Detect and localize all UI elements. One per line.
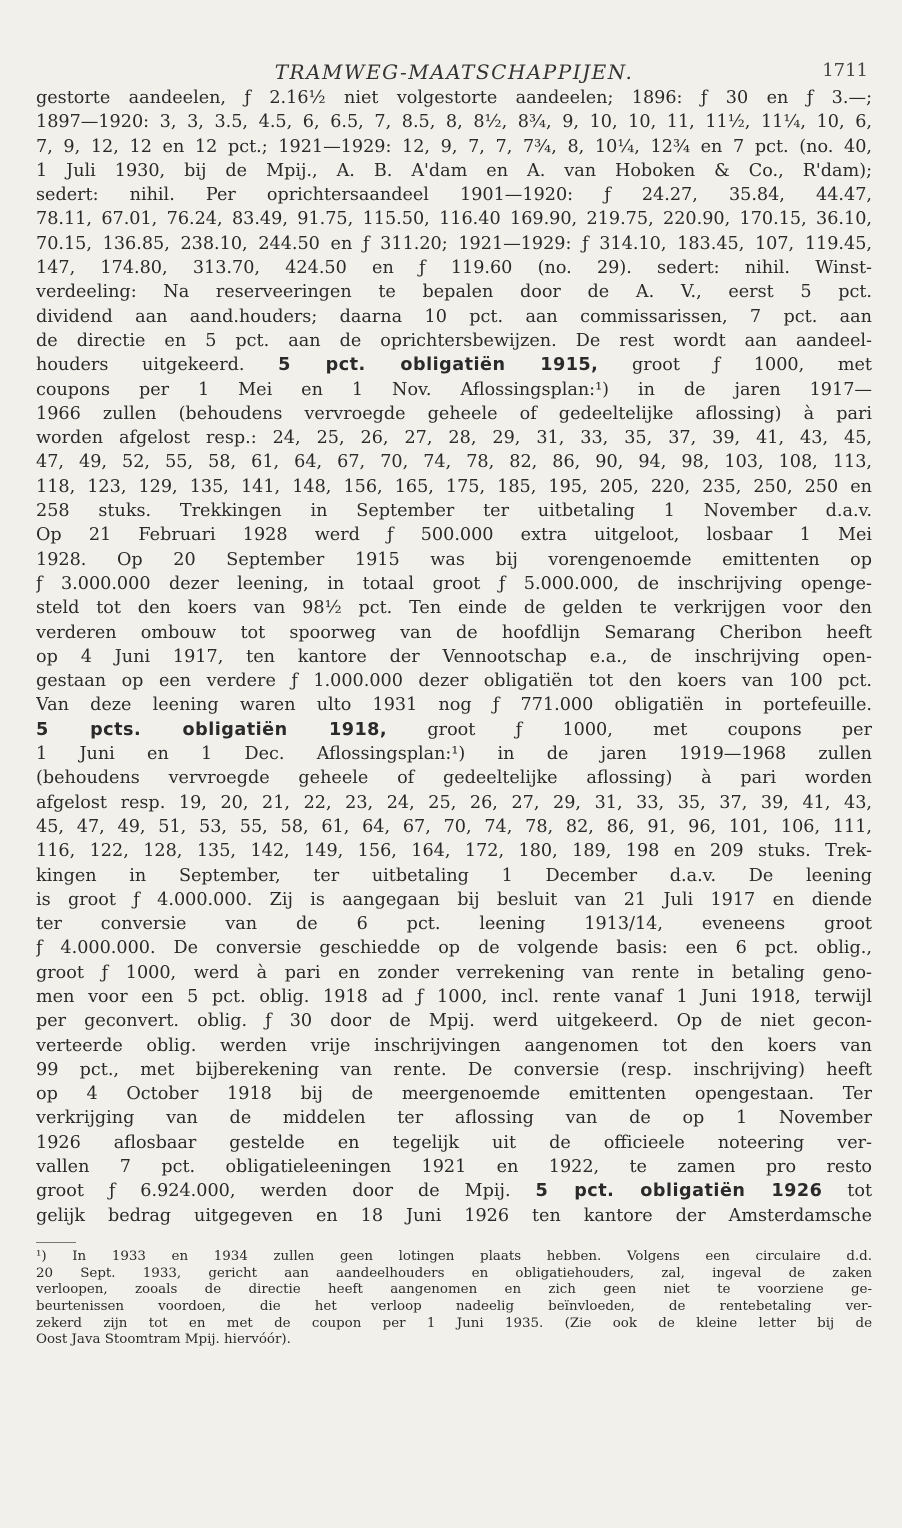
- body-line: op 4 Juni 1917, ten kantore der Vennootschap e.a., de inschrijving open-: [36, 646, 872, 667]
- body-line: groot ƒ 1000, werd à pari en zonder verrekening van rente in betaling geno-: [36, 962, 872, 983]
- body-text: [36, 86, 872, 1228]
- footnotes: [36, 1249, 872, 1349]
- body-line: verdeeling: Na reserveeringen te bepalen door de A. V., eerst 5 pct.: [36, 282, 872, 303]
- body-line: 147, 174.80, 313.70, 424.50 en ƒ 119.60 (no. 29). sedert: nihil. Winst-: [36, 258, 872, 279]
- body-line: steld tot den koers van 98½ pct. Ten einde de gelden te verkrijgen voor den: [36, 598, 872, 619]
- page-header: [36, 52, 872, 86]
- body-line: ƒ 3.000.000 dezer leening, in totaal groot ƒ 5.000.000, de inschrijving openge-: [36, 573, 872, 594]
- body-line: 118, 123, 129, 135, 141, 148, 156, 165, 175, 185, 195, 205, 220, 235, 250, 250 en: [36, 476, 872, 497]
- body-line: 7, 9, 12, 12 en 12 pct.; 1921—1929: 12, 9, 7, 7, 7¾, 8, 10¼, 12¾ en 7 pct. (no. 40,: [36, 136, 872, 157]
- body-line: op 4 October 1918 bij de meergenoemde emittenten opengestaan. Ter: [36, 1084, 872, 1105]
- body-line: de directie en 5 pct. aan de oprichtersbewijzen. De rest wordt aan aandeel-: [36, 330, 872, 351]
- body-line: vallen 7 pct. obligatieleeningen 1921 en 1922, te zamen pro resto: [36, 1157, 872, 1178]
- body-line: dividend aan aand.houders; daarna 10 pct. aan commissarissen, 7 pct. aan: [36, 306, 872, 327]
- section-heading: 5 pcts. obligatiën 1918,: [36, 719, 388, 740]
- body-line: groot ƒ 6.924.000, werden door de Mpij. 5 pct. obligatiën 1926 tot: [36, 1181, 872, 1202]
- body-line: is groot ƒ 4.000.000. Zij is aangegaan bij besluit van 21 Juli 1917 en diende: [36, 889, 872, 910]
- body-line: Op 21 Februari 1928 werd ƒ 500.000 extra uitgeloot, losbaar 1 Mei: [36, 525, 872, 546]
- body-line: afgelost resp. 19, 20, 21, 22, 23, 24, 25, 26, 27, 29, 31, 33, 35, 37, 39, 41, 43,: [36, 792, 872, 813]
- body-line: 1897—1920: 3, 3, 3.5, 4.5, 6, 6.5, 7, 8.5, 8, 8½, 8¾, 9, 10, 10, 11, 11½, 11¼, 10, 6,: [36, 112, 872, 133]
- footnote-line: beurtenissen voordoen, die het verloop nadeelig beïnvloeden, de rentebetaling ver-: [36, 1299, 872, 1315]
- body-line: gestaan op een verdere ƒ 1.000.000 dezer obligatiën tot den koers van 100 pct.: [36, 671, 872, 692]
- footnote-line: ¹) In 1933 en 1934 zullen geen lotingen plaats hebben. Volgens een circulaire d.d.: [36, 1248, 872, 1264]
- body-line: 45, 47, 49, 51, 53, 55, 58, 61, 64, 67, 70, 74, 78, 82, 86, 91, 96, 101, 106, 111,: [36, 816, 872, 837]
- body-line: 1 Juli 1930, bij de Mpij., A. B. A'dam en A. van Hoboken & Co., R'dam);: [36, 160, 872, 181]
- section-heading: 5 pct. obligatiën 1926: [535, 1181, 823, 1202]
- page-number: 1711: [822, 60, 868, 81]
- body-line: 1926 aflosbaar gestelde en tegelijk uit de officieele noteering ver-: [36, 1132, 872, 1153]
- body-line: (behoudens vervroegde geheele of gedeeltelijke aflossing) à pari worden: [36, 768, 872, 789]
- body-line: worden afgelost resp.: 24, 25, 26, 27, 28, 29, 31, 33, 35, 37, 39, 41, 43, 45,: [36, 428, 872, 449]
- body-line: houders uitgekeerd. 5 pct. obligatiën 1915, groot ƒ 1000, met: [36, 355, 872, 376]
- body-line: 47, 49, 52, 55, 58, 61, 64, 67, 70, 74, 78, 82, 86, 90, 94, 98, 103, 108, 113,: [36, 452, 872, 473]
- section-heading: 5 pct. obligatiën 1915,: [278, 355, 599, 376]
- footnote-line: zekerd zijn tot en met de coupon per 1 Juni 1935. (Zie ook de kleine letter bij de: [36, 1315, 872, 1331]
- body-line: 5 pcts. obligatiën 1918, groot ƒ 1000, met coupons per: [36, 719, 872, 740]
- body-line: verteerde oblig. werden vrije inschrijvingen aangenomen tot den koers van: [36, 1035, 872, 1056]
- body-line: men voor een 5 pct. oblig. 1918 ad ƒ 1000, incl. rente vanaf 1 Juni 1918, terwijl: [36, 986, 872, 1007]
- body-line: ƒ 4.000.000. De conversie geschiedde op de volgende basis: een 6 pct. oblig.,: [36, 938, 872, 959]
- footnote-line: verloopen, zooals de directie heeft aangenomen en zich geen niet te voorziene ge-: [36, 1282, 872, 1298]
- body-line: 70.15, 136.85, 238.10, 244.50 en ƒ 311.20; 1921—1929: ƒ 314.10, 183.45, 107, 119.45,: [36, 233, 872, 254]
- body-line: 258 stuks. Trekkingen in September ter uitbetaling 1 November d.a.v.: [36, 501, 872, 522]
- body-line: 99 pct., met bijberekening van rente. De conversie (resp. inschrijving) heeft: [36, 1059, 872, 1080]
- body-line: 1928. Op 20 September 1915 was bij vorengenoemde emittenten op: [36, 549, 872, 570]
- footnote-rule: [36, 1242, 76, 1243]
- body-line: sedert: nihil. Per oprichtersaandeel 1901—1920: ƒ 24.27, 35.84, 44.47,: [36, 185, 872, 206]
- body-line: gelijk bedrag uitgegeven en 18 Juni 1926 ten kantore der Amsterdamsche: [36, 1205, 872, 1226]
- body-line: 78.11, 67.01, 76.24, 83.49, 91.75, 115.50, 116.40 169.90, 219.75, 220.90, 170.15, 36.10,: [36, 209, 872, 230]
- body-line: per geconvert. oblig. ƒ 30 door de Mpij. werd uitgekeerd. Op de niet gecon-: [36, 1011, 872, 1032]
- footnote-line: Oost Java Stoomtram Mpij. hiervóór).: [36, 1332, 291, 1348]
- body-line: kingen in September, ter uitbetaling 1 December d.a.v. De leening: [36, 865, 872, 886]
- body-line: 1966 zullen (behoudens vervroegde geheele of gedeeltelijke aflossing) à pari: [36, 403, 872, 424]
- body-line: 116, 122, 128, 135, 142, 149, 156, 164, 172, 180, 189, 198 en 209 stuks. Trek-: [36, 841, 872, 862]
- body-line: Van deze leening waren ulto 1931 nog ƒ 771.000 obligatiën in portefeuille.: [36, 695, 872, 716]
- footnote-line: 20 Sept. 1933, gericht aan aandeelhouders en obligatiehouders, zal, ingeval de zaken: [36, 1265, 872, 1281]
- body-line: verderen ombouw tot spoorweg van de hoofdlijn Semarang Cheribon heeft: [36, 622, 872, 643]
- body-line: coupons per 1 Mei en 1 Nov. Aflossingsplan:¹) in de jaren 1917—: [36, 379, 872, 400]
- body-line: verkrijging van de middelen ter aflossing van de op 1 November: [36, 1108, 872, 1129]
- body-line: ter conversie van de 6 pct. leening 1913/14, eveneens groot: [36, 914, 872, 935]
- running-title: TRAMWEG-MAATSCHAPPIJEN.: [274, 60, 634, 84]
- body-line: 1 Juni en 1 Dec. Aflossingsplan:¹) in de jaren 1919—1968 zullen: [36, 744, 872, 765]
- body-line: gestorte aandeelen, ƒ 2.16½ niet volgestorte aandeelen; 1896: ƒ 30 en ƒ 3.—;: [36, 88, 872, 108]
